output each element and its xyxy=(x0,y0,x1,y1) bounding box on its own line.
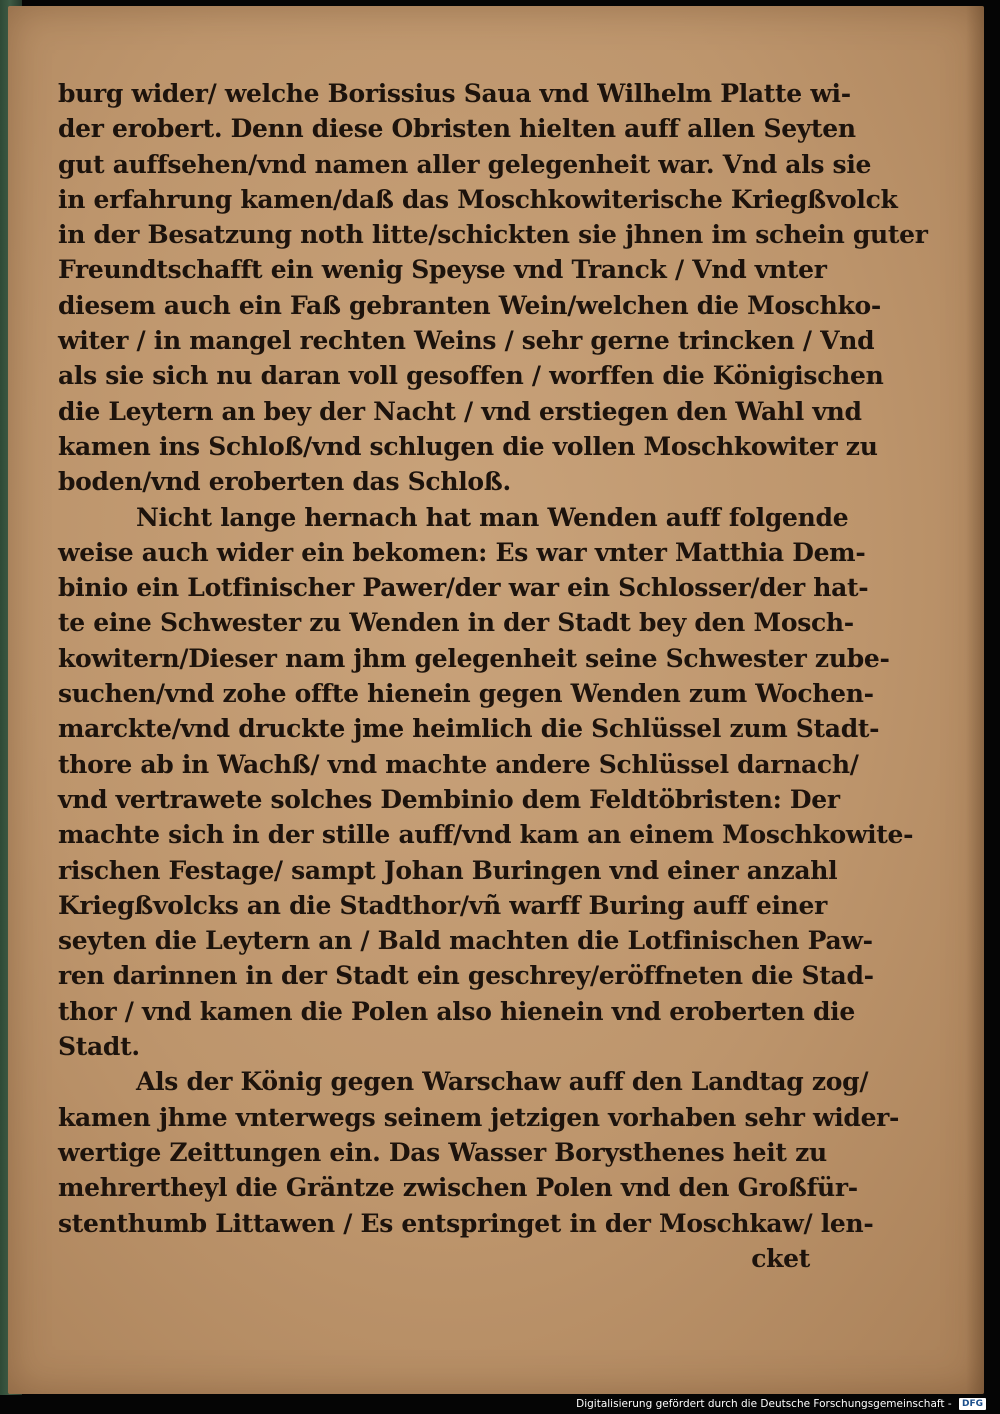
text-line: weise auch wider ein bekomen: Es war vnter Matthia Dem- xyxy=(58,537,866,567)
text-line: in der Besatzung noth litte/schickten sie jhnen im schein guter xyxy=(58,220,928,250)
dfg-logo: DFG xyxy=(959,1398,986,1410)
text-line: stenthumb Littawen / Es entspringet in der Moschkaw/ len- xyxy=(58,1208,874,1238)
page-text xyxy=(58,76,928,1276)
text-line: als sie sich nu daran voll gesoffen / worffen die Königischen xyxy=(58,361,884,391)
text-line: diesem auch ein Faß gebranten Wein/welchen die Moschko- xyxy=(58,290,881,320)
text-line: burg wider/ welche Borissius Saua vnd Wilhelm Platte wi- xyxy=(58,79,851,108)
text-line: Stadt. xyxy=(58,1032,140,1062)
text-line: gut auffsehen/vnd namen aller gelegenheit war. Vnd als sie xyxy=(58,149,872,179)
text-line: die Leytern an bey der Nacht / vnd erstiegen den Wahl vnd xyxy=(58,396,862,426)
text-line: witer / in mangel rechten Weins / sehr gerne trincken / Vnd xyxy=(58,326,875,356)
catchword: cket xyxy=(751,1243,810,1273)
text-line: Freundtschafft ein wenig Speyse vnd Tranck / Vnd vnter xyxy=(58,255,827,285)
text-line: wertige Zeittungen ein. Das Wasser Borysthenes heit zu xyxy=(58,1137,827,1167)
text-line: thore ab in Wachß/ vnd machte andere Schlüssel darnach/ xyxy=(58,749,859,779)
text-line: boden/vnd eroberten das Schloß. xyxy=(58,467,511,497)
text-line: ren darinnen in der Stadt ein geschrey/eröffneten die Stad- xyxy=(58,961,874,991)
text-line: thor / vnd kamen die Polen also hienein vnd eroberten die xyxy=(58,996,855,1026)
page-edge-shadow xyxy=(966,6,984,1394)
footer-credit-text: Digitalisierung gefördert durch die Deutsche Forschungsgemeinschaft - xyxy=(576,1398,952,1410)
text-line: kamen ins Schloß/vnd schlugen die vollen Moschkowiter zu xyxy=(58,431,878,461)
text-line: binio ein Lotfinischer Pawer/der war ein Schlosser/der hat- xyxy=(58,573,869,603)
text-line: machte sich in der stille auff/vnd kam an einem Moschkowite- xyxy=(58,820,914,850)
text-line: Kriegßvolcks an die Stadthor/vñ warff Buring auff einer xyxy=(58,890,828,920)
text-line-paragraph-start: Nicht lange hernach hat man Wenden auff folgende xyxy=(136,502,849,532)
text-line: kowitern/Dieser nam jhm gelegenheit seine Schwester zube- xyxy=(58,643,890,673)
text-line: rischen Festage/ sampt Johan Buringen vnd einer anzahl xyxy=(58,855,838,885)
text-line: der erobert. Denn diese Obristen hielten auff allen Seyten xyxy=(58,114,856,144)
text-line: mehrertheyl die Gräntze zwischen Polen vnd den Großfür- xyxy=(58,1173,858,1203)
footer-credit xyxy=(576,1396,986,1412)
text-line: in erfahrung kamen/daß das Moschkowiterische Kriegßvolck xyxy=(58,184,898,214)
text-line-paragraph-start: Als der König gegen Warschaw auff den Landtag zog/ xyxy=(136,1067,869,1097)
text-line: te eine Schwester zu Wenden in der Stadt bey den Mosch- xyxy=(58,608,854,638)
text-line: vnd vertrawete solches Dembinio dem Feldtöbristen: Der xyxy=(58,784,840,814)
text-line: kamen jhme vnterwegs seinem jetzigen vorhaben sehr wider- xyxy=(58,1102,900,1132)
text-line: seyten die Leytern an / Bald machten die Lotfinischen Paw- xyxy=(58,926,873,956)
text-line: marckte/vnd druckte jme heimlich die Schlüssel zum Stadt- xyxy=(58,714,880,744)
text-line: suchen/vnd zohe offte hienein gegen Wenden zum Wochen- xyxy=(58,679,874,709)
